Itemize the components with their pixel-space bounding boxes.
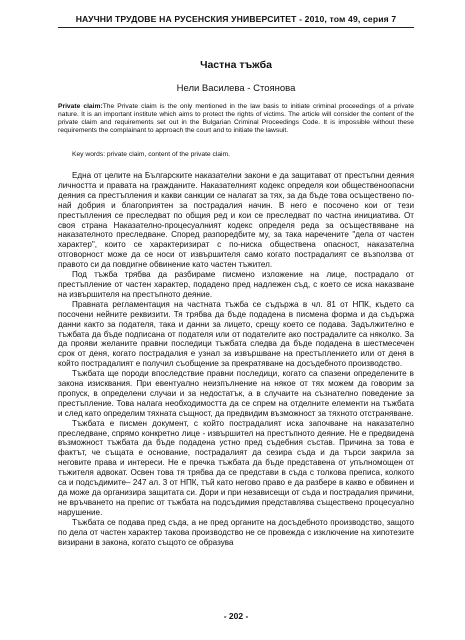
abstract-text: The Private claim is the only mentioned in the law basis to initiate criminal proceedings of a private nature. It is an important institute which aims to protect the rights of victims. The article will consider the content of the private claim and requirements set out in the Bulgarian Criminal Proceedings Code. It is impossible without these requirements the complainant to approach the court and to initiate the lawsuit. [58, 103, 414, 135]
abstract [58, 103, 414, 135]
paragraph: Тъжбата ще породи впоследствие правни последици, когато са спазени определените в закона изисквания. При евентуално неизпълнение на някое от тях можем да говорим за пропуск, в определени случаи и за недостатък, а в случаите на съзнателно поведение за престъпление. Това налага необходимостта да се спрем на отделните елементи на тъжбата и след като определим тяхната същност, да предвидим възможност за тяхното отстраняване. [58, 369, 414, 418]
abstract-label: Private claim: [58, 103, 103, 110]
page-number: - 202 - [223, 611, 249, 621]
paragraph: Правната регламентация на частната тъжба се съдържа в чл. 81 от НПК, където са посочени нейните реквизити. Тя трябва да бъде подадена в писмена форма и да съдържа данни както за подателя, така и данни за лицето, срещу което се подава. Задължително е тъжбата да бъде подписана от подателя или от подателите ако пострадалите са няколко. За да прояви желаните правни последици тъжбата следва да бъде подадена в шестмесечен срок от деня, когато пострадалия е узнал за извършване на престъплението или от деня в който пострадалият е получил съобщение за прекратяване на досъдебното производство. [58, 299, 414, 369]
paragraph: Една от целите на Българските наказателни закони е да защитават от престъпни деяния личността и правата на гражданите. Наказателният кодекс определя кои общественоопасни деяния са престъпления и какви санкции се налагат за тях, за да бъде това осъществено по-най добрия и благоприятен за пострадалия начин. В него е посочено кои от тези престъпления се преследват по общия ред и кои се преследват по частна инициатива. От своя страна Наказателно-процесуалният кодекс определя реда за осъществяване на наказателното преследване. Според разпоредбите му, за така наречените "дела от частен характер", които се характеризират с по-ниска обществена опасност, наказателна отговорност може да се носи от извършителя само когато пострадалият се възползва от правото си да повдигне обвинение като частен тъжител. [58, 171, 414, 270]
paragraph: Тъжбата е писмен документ, с който пострадалият иска започване на наказателно преследване, спрямо конкретно лице - извършител на престъпното деяние. Не е предвидена възможност тъжбата да бъде подадена устно пред съдебния състав. Причина за това е фактът, че същата е основание, пострадалият да сезира съда и да търси закрила за неговите права и интереси. Не е пречка тъжбата да бъде представена от упълномощен от тъжителя адвокат. Освен това тя трябва да се представи в съда с толкова преписа, колкото са и подсъдимите– 247 ал. 3 от НПК, тъй като негово право е да разбере в какво е обвинен и да може да организира защитата си. Дори и при независещи от съда и пострадалия причини, не връчването на препис от тъжбата на подсъдимия представлява съществено процесуално нарушение. [58, 418, 414, 517]
paragraph: Под тъжба трябва да разбираме писмено изложение на лице, пострадало от престъпление от частен характер, подадено пред надлежен съд, с което се иска наказване на извършителя на престъпното деяние. [58, 270, 414, 299]
running-header: НАУЧНИ ТРУДОВЕ НА РУСЕНСКИЯ УНИВЕРСИТЕТ - 2010, том 49, серия 7 [75, 14, 397, 24]
body-text [58, 171, 414, 547]
paper-title: Частна тъжба [200, 59, 272, 71]
paragraph: Тъжбата се подава пред съда, а не пред органите на досъдебното производство, защото по дела от частен характер такова производство не се провежда с изключение на хипотезите визирани в закона, когато същото се образува [58, 517, 414, 547]
paper-authors: Нели Василева - Стоянова [176, 83, 296, 94]
keywords: Key words: private claim, content of the private claim. [72, 151, 230, 158]
header-rule [58, 27, 414, 28]
